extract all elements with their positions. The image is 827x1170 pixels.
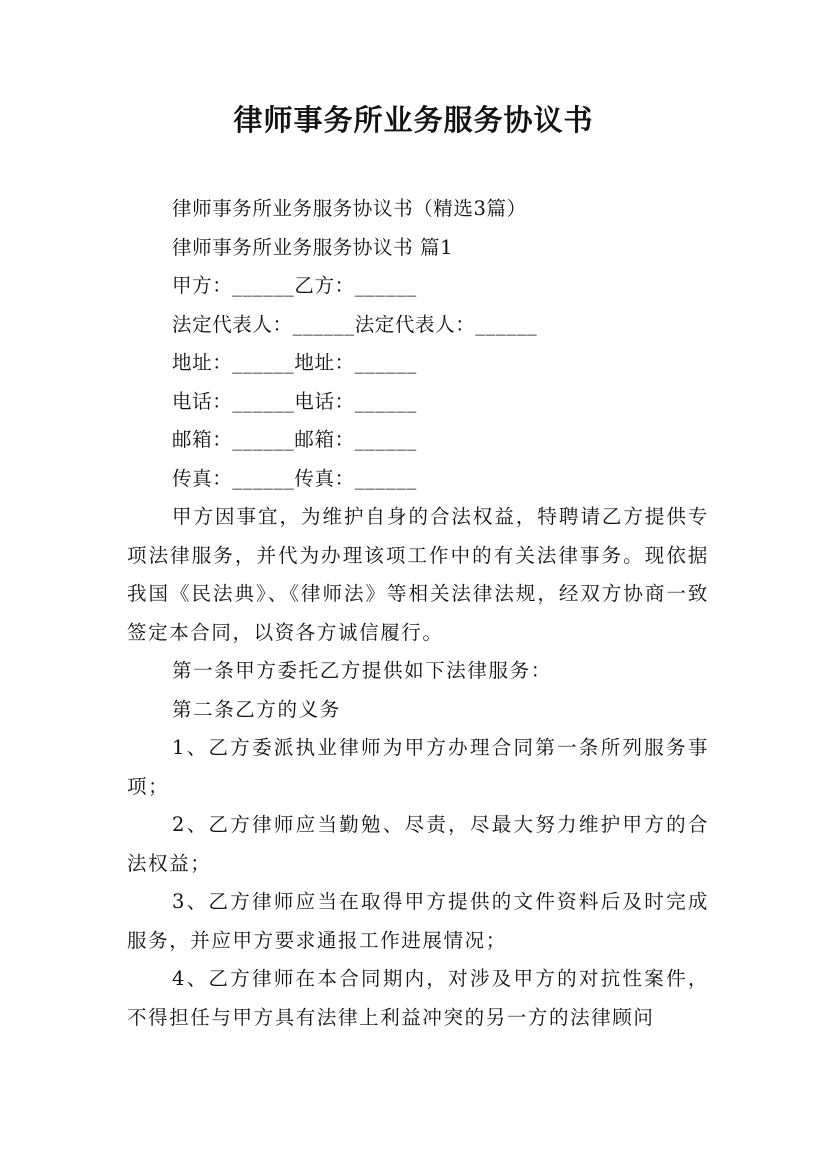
document-body <box>127 190 709 1037</box>
party-field-line: 甲方：______乙方：______ <box>172 274 417 297</box>
clause-3: 3、乙方律师应当在取得甲方提供的文件资料后及时完成服务，并应甲方要求通报工作进展情况； <box>127 890 709 952</box>
address-field-line: 地址：______地址：______ <box>172 351 417 374</box>
fax-field-line: 传真：______传真：______ <box>172 466 417 490</box>
section-heading: 律师事务所业务服务协议书 篇1 <box>172 235 454 259</box>
article-two: 第二条乙方的义务 <box>172 697 341 721</box>
email-field-line: 邮箱：______邮箱：______ <box>172 428 417 451</box>
article-one: 第一条甲方委托乙方提供如下法律服务： <box>172 659 552 682</box>
intro-paragraph: 甲方因事宜，为维护自身的合法权益，特聘请乙方提供专项法律服务，并代为办理该项工作中的有关法律事务。现依据我国《民法典》、《律师法》等相关法律法规，经双方协商一致签定本合同，以资各方诚信履行。 <box>127 505 709 644</box>
clause-1: 1、乙方委派执业律师为甲方办理合同第一条所列服务事项； <box>127 736 709 798</box>
subtitle-line: 律师事务所业务服务协议书（精选3篇） <box>172 197 527 220</box>
phone-field-line: 电话：______电话：______ <box>172 389 417 413</box>
document-title: 律师事务所业务服务协议书 <box>233 103 594 137</box>
clause-2: 2、乙方律师应当勤勉、尽责，尽最大努力维护甲方的合法权益； <box>127 813 709 875</box>
representative-field-line: 法定代表人：______法定代表人：______ <box>172 312 538 336</box>
clause-4: 4、乙方律师在本合同期内，对涉及甲方的对抗性案件，不得担任与甲方具有法律上利益冲突的另一方的法律顾问 <box>127 967 709 1029</box>
